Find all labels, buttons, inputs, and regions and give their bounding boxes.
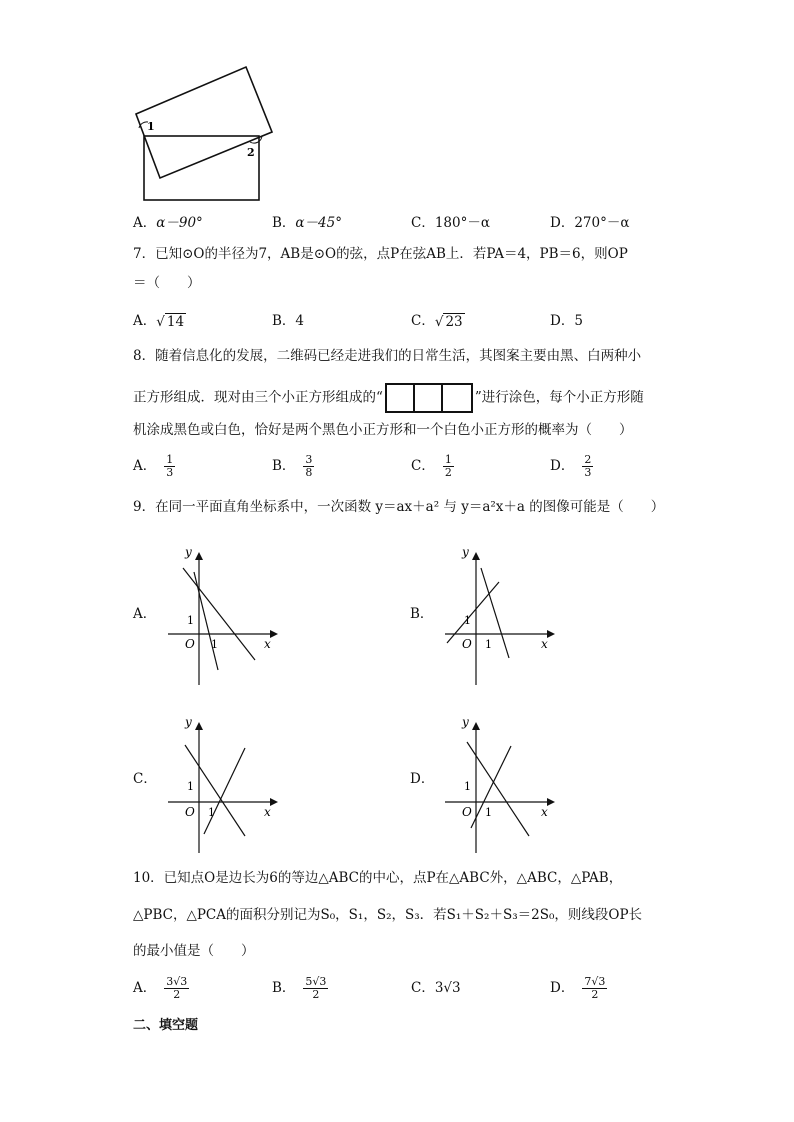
tilted-rectangle [136,67,272,178]
option-text: 5 [574,313,583,329]
y-one-label: 1 [464,614,471,627]
x-label: x [541,637,548,651]
option-text: 3√3 [434,980,461,996]
x-label: x [264,805,271,819]
q7-option-c [411,311,465,332]
q8-option-c [411,454,454,479]
q10-line1: 10．已知点O是边长为6的等边△ABC的中心，点P在△ABC外，△ABC，△PAB， [133,870,623,886]
x-one-label: 1 [211,638,218,651]
q10-option-c [411,978,461,998]
q8-line2-start: 正方形组成．现对由三个小正方形组成的“ [133,389,383,406]
numerator: 3√3 [166,975,188,988]
q7-option-d [550,311,583,331]
angle1-label: 1 [147,120,155,133]
graph-a [160,540,280,690]
radicand: 14 [166,313,185,330]
radicand: 23 [445,313,463,330]
q8-line2 [133,383,644,413]
origin-label: O [185,805,195,819]
y-label: y [462,715,469,729]
section-heading-fill-in: 二、填空题 [133,1018,199,1033]
q7-line2: ＝（ ） [133,275,201,291]
y-one-label: 1 [187,614,194,627]
q10-option-d [550,976,607,1001]
q10-line3: 的最小值是（ ） [133,943,255,959]
sqrt-sign: √ 23 [434,313,463,330]
q9-option-d-letter: D． [410,771,435,787]
fraction [582,454,593,479]
option-letter: A． [133,313,157,329]
q10-option-a [133,976,189,1001]
fraction [303,454,314,479]
graph-c [160,710,280,860]
option-letter: D． [550,215,575,231]
numerator: 1 [444,453,452,466]
q8-line1: 8．随着信息化的发展，二维码已经走进我们的日常生活，其图案主要由黑、白两种小 [133,348,642,364]
option-text: 4 [295,313,305,329]
option-letter: C． [411,313,435,329]
q7-option-a [133,311,186,332]
y-arrow [195,552,203,560]
numerator: 5√3 [305,975,327,988]
origin-label: O [462,637,472,651]
q10-line2: △PBC，△PCA的面积分别记为S₀，S₁，S₂，S₃．若S₁＋S₂＋S₃＝2S₀，则线段OP长 [133,907,643,923]
x-arrow [547,798,555,806]
q9-option-b-letter: B． [410,606,434,622]
numerator: 7√3 [584,975,606,988]
q8-line3: 机涂成黑色或白色，恰好是两个黑色小正方形和一个白色小正方形的概率为（ ） [133,422,633,438]
fraction [303,976,328,1001]
denominator: 2 [173,988,181,1001]
y-one-label: 1 [187,780,194,793]
option-letter: C． [411,458,435,474]
option-text: α－90° [156,215,203,231]
origin-label: O [462,805,472,819]
numerator: 2 [584,453,592,466]
option-letter: D． [550,458,575,474]
q8-option-b [272,454,314,479]
option-letter: C． [411,980,435,996]
option-letter: A． [133,215,157,231]
option-text: α－45° [295,215,342,231]
x-arrow [270,630,278,638]
option-letter: A． [133,980,157,996]
three-squares-figure [385,383,473,413]
sqrt-sign: √ 14 [156,313,185,330]
y-one-label: 1 [464,780,471,793]
y-arrow [472,552,480,560]
line-1 [185,745,245,836]
fraction [164,454,175,479]
q9-line1: 9．在同一平面直角坐标系中，一次函数 y＝ax＋a² 与 y＝a²x＋a 的图像可能是（ ） [133,499,665,515]
fraction [164,976,189,1001]
x-label: x [264,637,271,651]
numerator: 1 [166,453,174,466]
angle2-label: 2 [247,146,255,159]
denominator: 8 [305,466,313,479]
graph-d [437,710,557,860]
x-arrow [270,798,278,806]
denominator: 3 [166,466,174,479]
option-text: 180°－α [434,215,490,231]
x-arrow [547,630,555,638]
denominator: 2 [591,988,599,1001]
line-2 [194,572,218,670]
q8-option-d [550,454,593,479]
q6-option-c [411,213,490,233]
option-letter: B． [272,313,296,329]
q6-option-b [272,213,342,233]
horizontal-rectangle [144,136,259,200]
option-letter: B． [272,458,296,474]
option-letter: B． [272,980,296,996]
q6-option-d [550,213,629,233]
rectangles-figure [130,62,280,202]
origin-label: O [185,637,195,651]
fraction [443,454,454,479]
q9-option-c-letter: C． [133,771,157,787]
option-letter: C． [411,215,435,231]
denominator: 2 [312,988,320,1001]
y-label: y [462,545,469,559]
x-one-label: 1 [208,806,215,819]
q8-option-a [133,454,175,479]
graph-b [437,540,557,690]
option-letter: D． [550,980,575,996]
option-letter: A． [133,458,157,474]
option-text: 270°－α [574,215,630,231]
q7-line1: 7．已知⊙O的半径为7，AB是⊙O的弦，点P在弦AB上．若PA＝4，PB＝6，则OP [133,246,628,262]
option-letter: D． [550,313,575,329]
q9-option-a-letter: A． [133,606,157,622]
fraction [582,976,607,1001]
y-arrow [472,722,480,730]
denominator: 3 [584,466,592,479]
q7-option-b [272,311,304,331]
q8-line2-end: ”进行涂色，每个小正方形随 [474,389,644,406]
y-label: y [185,715,192,729]
denominator: 2 [444,466,452,479]
x-one-label: 1 [485,806,492,819]
y-arrow [195,722,203,730]
numerator: 3 [305,453,313,466]
x-label: x [541,805,548,819]
y-label: y [185,545,192,559]
q10-option-b [272,976,328,1001]
q6-option-a [133,213,203,233]
option-letter: B． [272,215,296,231]
line-2 [204,748,245,834]
x-one-label: 1 [485,638,492,651]
